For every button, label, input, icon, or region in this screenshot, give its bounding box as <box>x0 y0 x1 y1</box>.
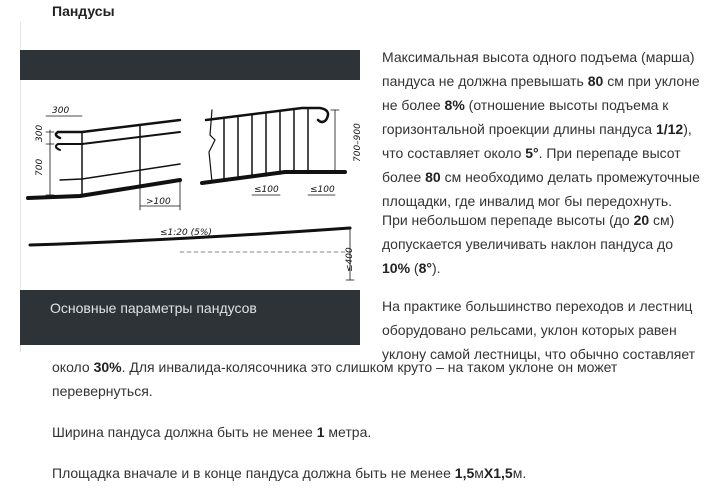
ramp-figure <box>20 50 363 345</box>
dim-300-top: 300 <box>52 106 70 116</box>
dim-100-le-a: ≤100 <box>254 185 279 195</box>
dim-700: 700 <box>35 158 45 176</box>
left-handrail-upper <box>56 120 180 138</box>
ramp-diagram <box>20 80 363 290</box>
figure-caption: Основные параметры пандусов <box>50 300 257 316</box>
paragraph-width: Ширина пандуса должна быть не менее 1 метра. <box>52 424 372 440</box>
paragraph-platform: Площадка вначале и в конце пандуса должна быть не менее 1,5мX1,5м. <box>52 465 527 481</box>
dim-100-gt: >100 <box>146 197 171 207</box>
dim-400: ≤400 <box>345 247 355 272</box>
paragraph-practice-part1: На практике большинство переходов и лестниц оборудовано рельсами, уклон которых равен уклону самой лестницы, что обычно составляет <box>382 298 696 362</box>
right-break-line <box>209 110 215 182</box>
paragraph-small-drop: При небольшом перепаде высоты (до 20 см) допускается увеличивать наклон пандуса до 10% (8°). <box>382 212 675 276</box>
dim-700-900: 700–900 <box>353 123 363 162</box>
left-guard-rail <box>60 164 180 180</box>
dim-slope: ≤1:20 (5%) <box>160 228 212 238</box>
page-title: Пандусы <box>52 3 115 19</box>
figure-top-bar <box>20 50 360 80</box>
dim-100-le-b: ≤100 <box>310 185 335 195</box>
paragraph-max-height: Максимальная высота одного подъема (марша) пандуса не должна превышать 80 см при уклоне не более 8% (отношение высоты подъема к горизонтальной проекции длины пандуса 1/12), что составляет около 5°. При перепаде высот более 80 см необходимо делать промежуточные площадки, где инвалид мог бы передохнуть. <box>382 49 700 209</box>
paragraph-practice-part2: около 30%. Для инвалида-колясочника это слишком круто – на таком уклоне он может перевернуться. <box>52 359 618 399</box>
dim-300-side: 300 <box>35 124 45 142</box>
left-handrail-lower <box>56 132 180 150</box>
